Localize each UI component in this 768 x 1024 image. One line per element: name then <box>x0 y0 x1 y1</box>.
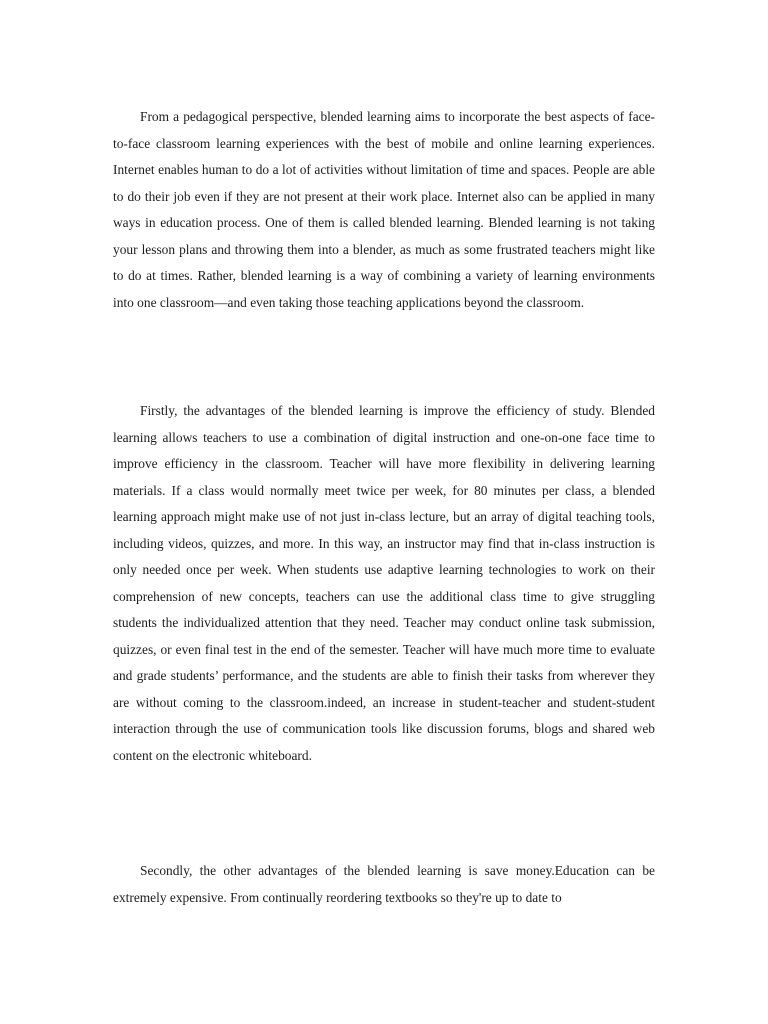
paragraph-introduction: From a pedagogical perspective, blended learning aims to incorporate the best aspects of face-to-face classroom learning experiences with the best of mobile and online learning experiences. Internet enables human to do a lot of activities without limitation of time and spaces. People are able to do their job even if they are not present at their work place. Internet also can be applied in many ways in education process. One of them is called blended learning. Blended learning is not taking your lesson plans and throwing them into a blender, as much as some frustrated teachers might like to do at times. Rather, blended learning is a way of combining a variety of learning environments into one classroom—and even taking those teaching applications beyond the classroom. <box>113 109 655 310</box>
paragraph-efficiency: Firstly, the advantages of the blended learning is improve the efficiency of study. Blended learning allows teachers to use a combination of digital instruction and one-on-one face time to improve efficiency in the classroom. Teacher will have more flexibility in delivering learning materials. If a class would normally meet twice per week, for 80 minutes per class, a blended learning approach might make use of not just in-class lecture, but an array of digital teaching tools, including videos, quizzes, and more. In this way, an instructor may find that in-class instruction is only needed once per week. When students use adaptive learning technologies to work on their comprehension of new concepts, teachers can use the additional class time to give struggling students the individualized attention that they need. Teacher may conduct online task submission, quizzes, or even final test in the end of the semester. Teacher will have much more time to evaluate and grade students’ performance, and the students are able to finish their tasks from wherever they are without coming to the classroom.indeed, an increase in student-teacher and student-student interaction through the use of communication tools like discussion forums, blogs and shared web content on the electronic whiteboard. <box>113 403 655 763</box>
paragraph-save-money: Secondly, the other advantages of the blended learning is save money.Education can be extremely expensive. From continually reordering textbooks so they're up to date to <box>113 863 655 905</box>
